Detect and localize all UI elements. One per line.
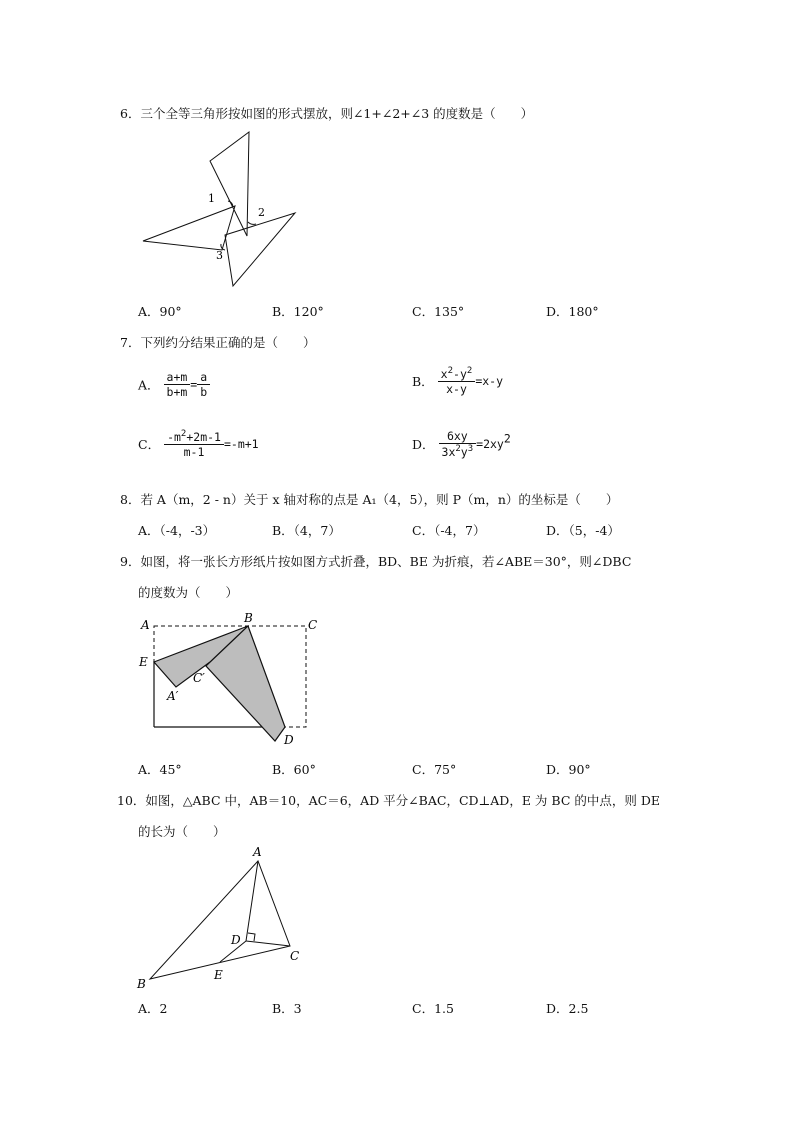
q9-label-e: E bbox=[139, 655, 148, 669]
q6-option-c[interactable]: C．135° bbox=[412, 304, 465, 319]
q6-option-b[interactable]: B．120° bbox=[272, 304, 324, 319]
q6-option-d[interactable]: D．180° bbox=[546, 304, 599, 319]
q8-option-c[interactable]: C．（-4，7） bbox=[412, 523, 486, 538]
q9-stem-line1: 9．如图，将一张长方形纸片按如图方式折叠，BD、BE 为折痕，若∠ABE＝30°，则∠DBC bbox=[120, 554, 632, 569]
q10-option-a[interactable]: A．2 bbox=[138, 1001, 168, 1016]
q10-label-c: C bbox=[290, 949, 300, 963]
q7-a-result: $\frac{a}{b}$ bbox=[197, 370, 210, 399]
q10-option-b[interactable]: B．3 bbox=[272, 1001, 302, 1016]
q6-triangle-left bbox=[143, 206, 235, 250]
q9-stem-line2: 的度数为（ ） bbox=[138, 585, 239, 600]
q7-option-d[interactable]: D． $\frac{6xy}{3x^2y^3}$ $=2xy^2$ bbox=[412, 429, 511, 459]
q9-option-a[interactable]: A．45° bbox=[138, 762, 182, 777]
q10-triangle-abc bbox=[150, 861, 290, 979]
q9-label-a-prime: A′ bbox=[167, 689, 179, 703]
q10-right-angle-mark bbox=[248, 933, 255, 941]
q9-label-c: C bbox=[308, 618, 318, 632]
q10-label-b: B bbox=[137, 977, 146, 991]
q7-option-a[interactable]: A． $\frac{a+m}{b+m}$ = $\frac{a}{b}$ bbox=[138, 370, 210, 399]
q6-angle2-arc bbox=[248, 222, 256, 224]
q10-stem-line1: 10．如图，△ABC 中，AB＝10，AC＝6，AD 平分∠BAC，CD⊥AD，E 为 BC 的中点，则 DE bbox=[117, 793, 660, 808]
q9-figure bbox=[135, 610, 325, 750]
q6-label-3: 3 bbox=[216, 249, 223, 262]
q7-option-b[interactable]: B． $\frac{x^2-y^2}{x-y}$ =x-y bbox=[412, 366, 504, 396]
q7-c-fraction: $\frac{-m^2+2m-1}{m-1}$ bbox=[164, 429, 224, 459]
q10-label-a: A bbox=[253, 845, 262, 859]
q10-option-c[interactable]: C．1.5 bbox=[412, 1001, 454, 1016]
q10-option-d[interactable]: D．2.5 bbox=[546, 1001, 589, 1016]
q6-option-a[interactable]: A．90° bbox=[138, 304, 182, 319]
q10-label-e: E bbox=[214, 968, 223, 982]
q6-label-2: 2 bbox=[258, 206, 265, 219]
q10-segment-ad bbox=[246, 861, 258, 941]
q8-option-a[interactable]: A．（-4，-3） bbox=[138, 523, 216, 538]
q8-option-d[interactable]: D．（5，-4） bbox=[546, 523, 620, 538]
q8-option-b[interactable]: B．（4，7） bbox=[272, 523, 341, 538]
q9-option-b[interactable]: B．60° bbox=[272, 762, 316, 777]
q7-d-fraction: $\frac{6xy}{3x^2y^3}$ bbox=[439, 429, 477, 459]
q7-d-label: D． bbox=[412, 436, 435, 452]
q8-stem: 8．若 A（m，2 - n）关于 x 轴对称的点是 A₁（4，5），则 P（m，n）的坐标是（ ） bbox=[120, 492, 619, 507]
q10-segment-dc bbox=[246, 941, 290, 946]
q10-label-d: D bbox=[231, 933, 241, 947]
q9-option-c[interactable]: C．75° bbox=[412, 762, 457, 777]
q7-option-c[interactable]: C． $\frac{-m^2+2m-1}{m-1}$ =-m+1 bbox=[138, 429, 259, 459]
q7-a-label: A． bbox=[138, 377, 160, 393]
q9-label-a: A bbox=[141, 618, 150, 632]
q9-option-d[interactable]: D．90° bbox=[546, 762, 591, 777]
q7-a-fraction: $\frac{a+m}{b+m}$ bbox=[164, 370, 191, 399]
q6-figure bbox=[135, 128, 305, 293]
q7-stem: 7．下列约分结果正确的是（ ） bbox=[120, 335, 316, 350]
q6-triangle-right bbox=[225, 213, 295, 286]
q9-label-c-prime: C′ bbox=[193, 671, 205, 685]
q6-label-1: 1 bbox=[208, 192, 215, 205]
q6-stem: 6．三个全等三角形按如图的形式摆放，则∠1+∠2+∠3 的度数是（ ） bbox=[120, 106, 534, 121]
q7-c-label: C． bbox=[138, 436, 161, 452]
q7-b-fraction: $\frac{x^2-y^2}{x-y}$ bbox=[438, 366, 476, 396]
q10-figure bbox=[132, 842, 312, 992]
q9-label-d: D bbox=[284, 733, 294, 747]
q7-b-label: B． bbox=[412, 373, 434, 389]
q10-stem-line2: 的长为（ ） bbox=[138, 824, 226, 839]
q6-triangle-top bbox=[210, 132, 249, 236]
q9-label-b: B bbox=[244, 611, 253, 625]
